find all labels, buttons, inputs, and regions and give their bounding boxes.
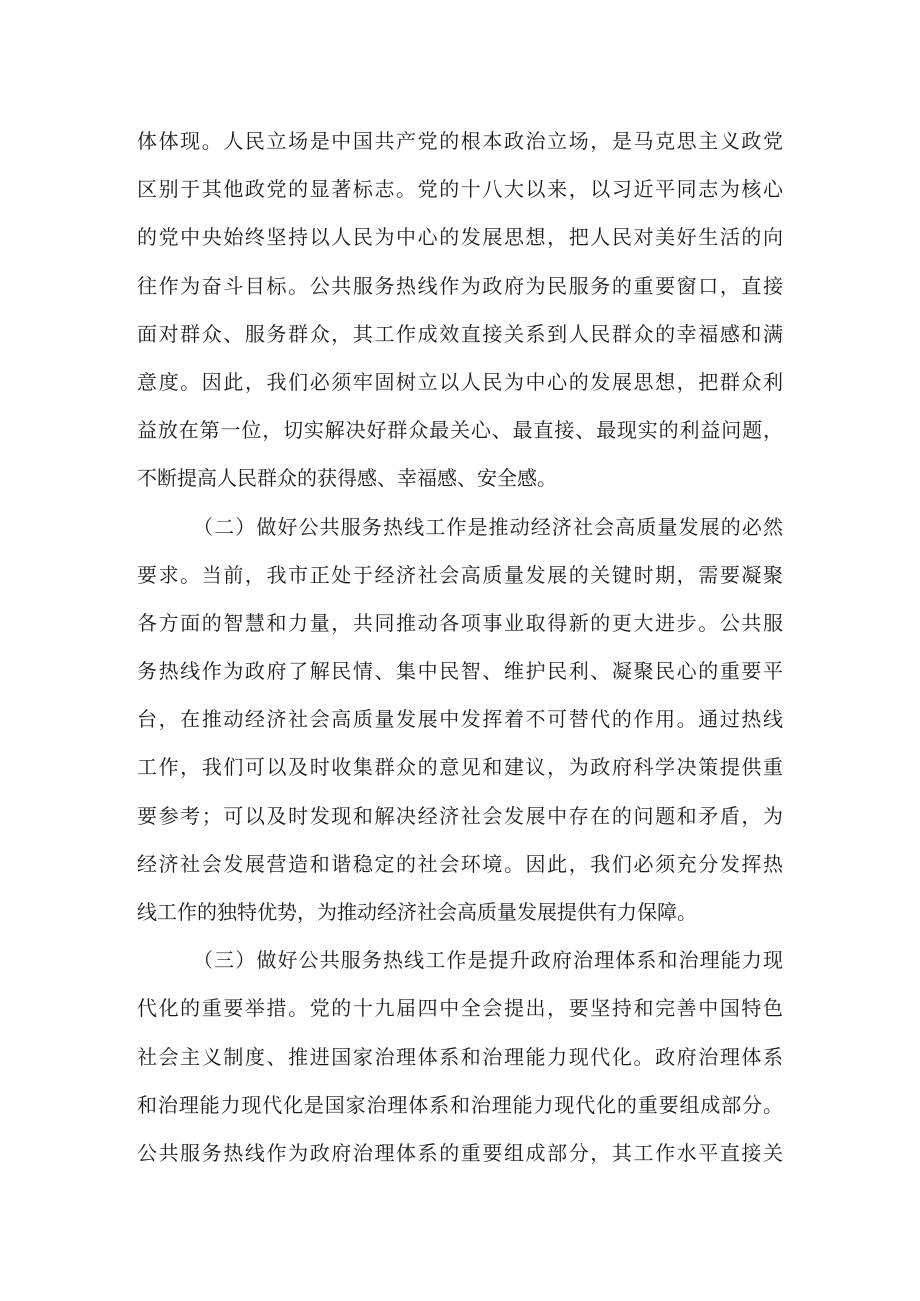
section-heading-line: （三）做好公共服务热线工作是提升政府治理体系和治理能力现 [193, 948, 783, 973]
text-line: 要参考；可以及时发现和解决经济社会发展中存在的问题和矛盾，为 [137, 803, 783, 828]
text-line: 要求。当前，我市正处于经济社会高质量发展的关键时期，需要凝聚 [137, 562, 783, 587]
text-line: 意度。因此，我们必须牢固树立以人民为中心的发展思想，把群众利 [137, 369, 783, 394]
section-heading-line: （二）做好公共服务热线工作是推动经济社会高质量发展的必然 [193, 514, 783, 539]
text-line: 不断提高人民群众的获得感、幸福感、安全感。 [137, 466, 557, 491]
text-line: 务热线作为政府了解民情、集中民智、维护民利、凝聚民心的重要平 [137, 659, 783, 684]
text-line: 益放在第一位，切实解决好群众最关心、最直接、最现实的利益问题， [137, 418, 783, 443]
text-line: 经济社会发展营造和谐稳定的社会环境。因此，我们必须充分发挥热 [137, 851, 783, 876]
text-line: 面对群众、服务群众，其工作成效直接关系到人民群众的幸福感和满 [137, 321, 783, 346]
text-line: 线工作的独特优势，为推动经济社会高质量发展提供有力保障。 [137, 900, 697, 924]
text-line: 体体现。人民立场是中国共产党的根本政治立场，是马克思主义政党 [137, 129, 783, 153]
text-line: 社会主义制度、推进国家治理体系和治理能力现代化。政府治理体系 [137, 1044, 783, 1069]
text-line: 和治理能力现代化是国家治理体系和治理能力现代化的重要组成部分。 [137, 1092, 783, 1117]
text-line: 工作，我们可以及时收集群众的意见和建议，为政府科学决策提供重 [137, 755, 783, 780]
text-line: 的党中央始终坚持以人民为中心的发展思想，把人民对美好生活的向 [137, 225, 783, 250]
text-line: 代化的重要举措。党的十九届四中全会提出，要坚持和完善中国特色 [137, 996, 783, 1021]
text-line: 台，在推动经济社会高质量发展中发挥着不可替代的作用。通过热线 [137, 707, 783, 732]
text-line: 公共服务热线作为政府治理体系的重要组成部分，其工作水平直接关 [137, 1140, 783, 1165]
text-line: 区别于其他政党的显著标志。党的十八大以来，以习近平同志为核心 [137, 177, 783, 202]
body-text [137, 117, 797, 1177]
text-line: 往作为奋斗目标。公共服务热线作为政府为民服务的重要窗口，直接 [137, 273, 783, 298]
text-line: 各方面的智慧和力量，共同推动各项事业取得新的更大进步。公共服 [137, 610, 783, 635]
